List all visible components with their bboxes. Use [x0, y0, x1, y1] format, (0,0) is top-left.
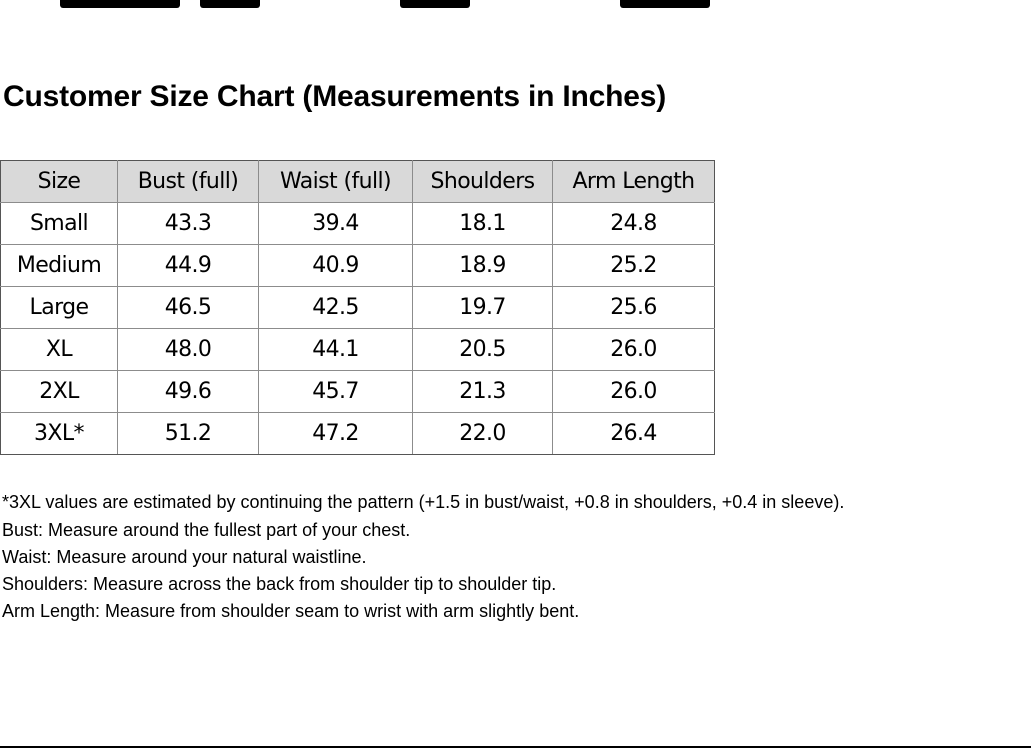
- bottom-divider: [0, 746, 1031, 748]
- cropped-text-fragment: [400, 0, 470, 8]
- table-row: [1, 371, 715, 413]
- waist-cell: 39.4: [259, 203, 413, 245]
- table-row: [1, 203, 715, 245]
- table-row: [1, 287, 715, 329]
- bust-cell: 46.5: [118, 287, 259, 329]
- column-header-bust: Bust (full): [118, 161, 259, 203]
- shoulders-cell: 19.7: [413, 287, 553, 329]
- shoulders-cell: 20.5: [413, 329, 553, 371]
- size-cell: Large: [1, 287, 118, 329]
- waist-cell: 47.2: [259, 413, 413, 455]
- arm-length-cell: 26.0: [553, 329, 715, 371]
- arm-length-cell: 26.4: [553, 413, 715, 455]
- arm-length-cell: 24.8: [553, 203, 715, 245]
- column-header-shoulders: Shoulders: [413, 161, 553, 203]
- cropped-text-fragment: [620, 0, 710, 8]
- shoulders-instruction: Shoulders: Measure across the back from shoulder tip to shoulder tip.: [2, 574, 557, 594]
- size-cell: Medium: [1, 245, 118, 287]
- table-row: [1, 245, 715, 287]
- arm-length-instruction: Arm Length: Measure from shoulder seam to wrist with arm slightly bent.: [2, 601, 580, 621]
- cropped-text-fragment: [60, 0, 180, 8]
- table-header-row: [1, 161, 715, 203]
- shoulders-cell: 18.1: [413, 203, 553, 245]
- cropped-text-fragment: [200, 0, 260, 8]
- waist-cell: 44.1: [259, 329, 413, 371]
- shoulders-cell: 22.0: [413, 413, 553, 455]
- bust-instruction: Bust: Measure around the fullest part of your chest.: [2, 520, 411, 540]
- estimate-footnote: *3XL values are estimated by continuing the pattern (+1.5 in bust/waist, +0.8 in shoulders, +0.4 in sleeve).: [2, 492, 845, 512]
- arm-length-cell: 25.2: [553, 245, 715, 287]
- waist-cell: 45.7: [259, 371, 413, 413]
- bust-cell: 43.3: [118, 203, 259, 245]
- size-chart-table: [0, 160, 715, 455]
- arm-length-cell: 26.0: [553, 371, 715, 413]
- size-cell: Small: [1, 203, 118, 245]
- table-row: [1, 329, 715, 371]
- column-header-arm-length: Arm Length: [553, 161, 715, 203]
- measurement-notes: [2, 490, 1029, 625]
- size-cell: XL: [1, 329, 118, 371]
- size-cell: 2XL: [1, 371, 118, 413]
- shoulders-cell: 21.3: [413, 371, 553, 413]
- bust-cell: 51.2: [118, 413, 259, 455]
- waist-instruction: Waist: Measure around your natural waistline.: [2, 547, 367, 567]
- waist-cell: 40.9: [259, 245, 413, 287]
- column-header-size: Size: [1, 161, 118, 203]
- size-cell: 3XL*: [1, 413, 118, 455]
- page-title: Customer Size Chart (Measurements in Inches): [3, 80, 667, 113]
- bust-cell: 49.6: [118, 371, 259, 413]
- shoulders-cell: 18.9: [413, 245, 553, 287]
- arm-length-cell: 25.6: [553, 287, 715, 329]
- cropped-heading-fragment: [0, 0, 1031, 8]
- bust-cell: 48.0: [118, 329, 259, 371]
- column-header-waist: Waist (full): [259, 161, 413, 203]
- bust-cell: 44.9: [118, 245, 259, 287]
- waist-cell: 42.5: [259, 287, 413, 329]
- table-row: [1, 413, 715, 455]
